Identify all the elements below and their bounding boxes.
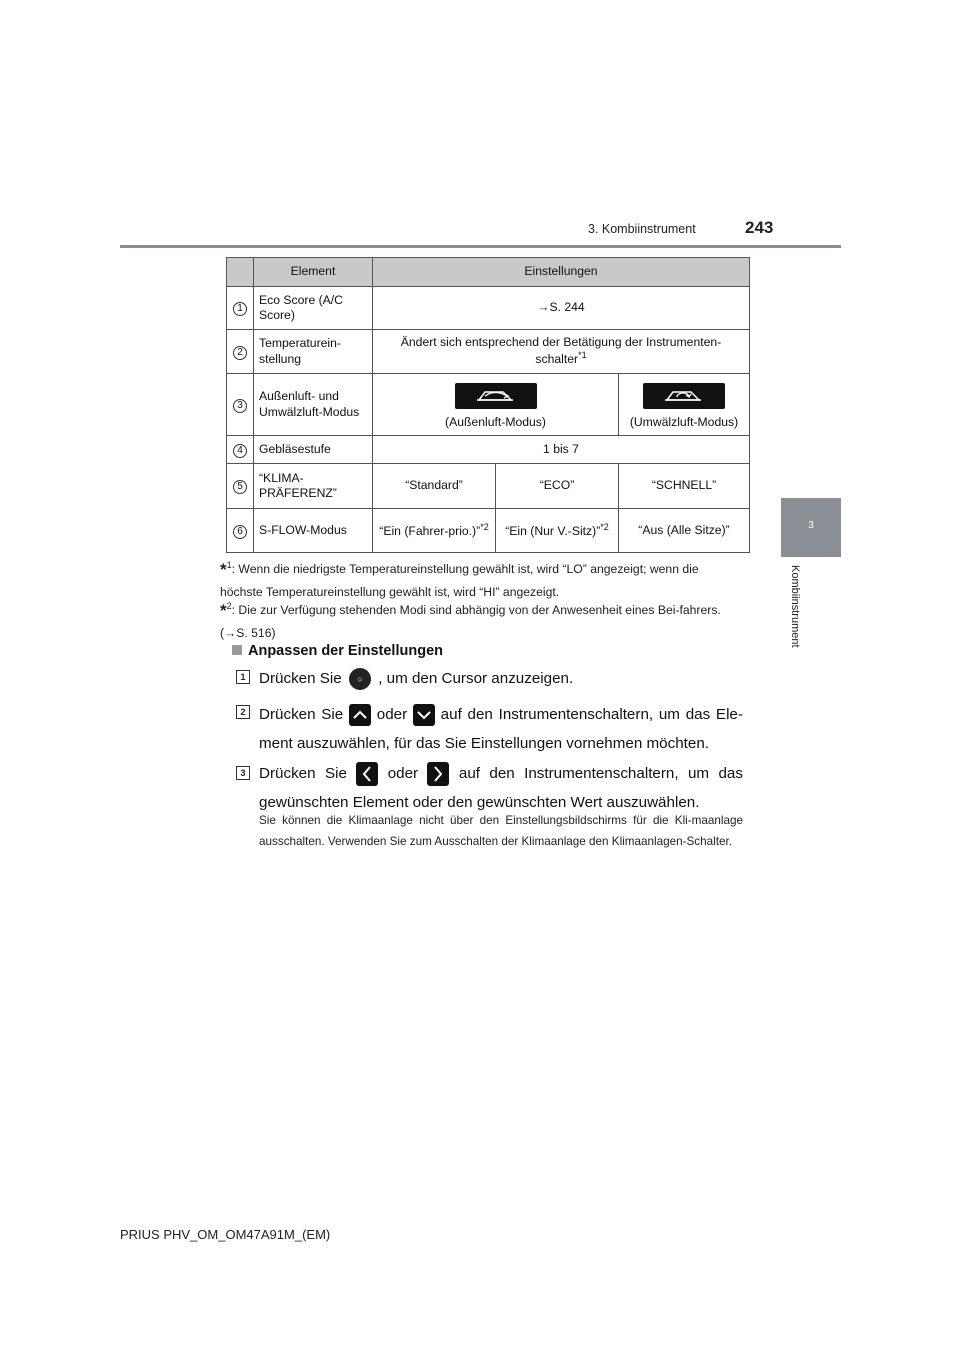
- header-rule: [120, 245, 841, 248]
- chevron-right-icon: [427, 762, 449, 786]
- row-index: 3: [233, 399, 247, 413]
- chevron-left-icon: [356, 762, 378, 786]
- info-paragraph: Sie können die Klimaanlage nicht über den Einstellungsbildschirms für die Kli-maanlage ausschalten. Verwenden Sie zum Ausschalten der Klimaanlage den Klimaanlagen-Schalter.: [259, 814, 743, 848]
- footnote-ref: *2: [480, 521, 489, 532]
- table-header-row: [227, 258, 750, 287]
- chevron-up-icon: [349, 704, 371, 726]
- row-setting: 1 bis 7: [373, 436, 750, 464]
- chapter-label: Kombiinstrument: [789, 565, 801, 648]
- option-label: “Ein (Nur V.-Sitz)”: [505, 523, 601, 538]
- step-number: 3: [236, 766, 250, 780]
- step-number: 2: [236, 705, 250, 719]
- step-2-text: Drücken Sie oder auf den Instrumentenschaltern, um das Ele-ment auszuwählen, für das Sie Einstellungen vornehmen möchten.: [259, 700, 743, 758]
- row-index: 6: [233, 525, 247, 539]
- fresh-air-mode-icon: [455, 383, 537, 409]
- header-settings: Einstellungen: [373, 258, 750, 287]
- settings-table: [226, 257, 750, 553]
- heading-bullet: [232, 645, 242, 655]
- row-setting: Ändert sich entsprechend der Betätigung der Instrumenten-schalter: [400, 335, 722, 367]
- row-setting: →S. 244: [373, 287, 750, 330]
- option-label: “Ein (Fahrer-prio.)”: [379, 523, 481, 538]
- page-number: 243: [745, 218, 774, 237]
- section-heading: Anpassen der Einstellungen: [232, 643, 443, 659]
- table-row: [227, 464, 750, 509]
- step-3-text: Drücken Sie oder auf den Instrumentenschaltern, um das gewünschten Element oder den gewünschten Wert auszuwählen.: [259, 759, 743, 817]
- footnote-1: *$^1$: Wenn die niedrigste Temperatureinstellung gewählt ist, wird “LO” angezeigt; wenn die höchste Temperatureinstellung gewählt ist, wird “HI” angezeigt.: [220, 559, 699, 600]
- step-number: 1: [236, 670, 250, 684]
- footnote-2: *$^2$: Die zur Verfügung stehenden Modi sind abhängig von der Anwesenheit eines Bei-fahrers. (→S. 516): [220, 600, 721, 641]
- table-row: [227, 509, 750, 553]
- footnote-ref: *1: [578, 350, 587, 361]
- table-row: [227, 287, 750, 330]
- cursor-knob-icon: ○: [349, 668, 371, 690]
- footnote-ref: *2: [600, 521, 609, 532]
- table-row: [227, 436, 750, 464]
- row-element: Außenluft- und Umwälzluft-Modus: [254, 374, 373, 436]
- option-label: (Umwälzluft-Modus): [629, 415, 739, 429]
- recirculation-mode-icon: [643, 383, 725, 409]
- document-footer: PRIUS PHV_OM_OM47A91M_(EM): [120, 1227, 331, 1242]
- row-element: Temperaturein-stellung: [254, 330, 373, 374]
- header-index-cell: [227, 258, 254, 287]
- option-label: (Außenluft-Modus): [445, 415, 546, 429]
- row-element: S-FLOW-Modus: [254, 509, 373, 553]
- row-element: “KLIMA-PRÄFERENZ”: [254, 464, 373, 509]
- recirc-cell: [619, 374, 750, 436]
- option-cell: “SCHNELL”: [619, 464, 750, 509]
- row-setting-cell: [373, 330, 750, 374]
- chevron-down-icon: [413, 704, 435, 726]
- row-element: Gebläsestufe: [254, 436, 373, 464]
- chapter-number: 3: [808, 520, 814, 531]
- row-element: Eco Score (A/C Score): [254, 287, 373, 330]
- option-cell: “Standard”: [373, 464, 496, 509]
- table-row: [227, 330, 750, 374]
- chapter-label-wrap: [789, 565, 803, 675]
- fresh-air-cell: [373, 374, 619, 436]
- header-element: Element: [254, 258, 373, 287]
- section-title: 3. Kombiinstrument: [588, 222, 696, 236]
- row-index: 5: [233, 480, 247, 494]
- step-1-text: Drücken Sie ○ , um den Cursor anzuzeigen.: [259, 664, 743, 693]
- option-cell: “ECO”: [496, 464, 619, 509]
- table-row: [227, 374, 750, 436]
- row-index: 2: [233, 346, 247, 360]
- option-cell: [373, 509, 496, 553]
- option-cell: “Aus (Alle Sitze)”: [619, 509, 750, 553]
- row-index: 1: [233, 302, 247, 316]
- option-cell: [496, 509, 619, 553]
- row-index: 4: [233, 444, 247, 458]
